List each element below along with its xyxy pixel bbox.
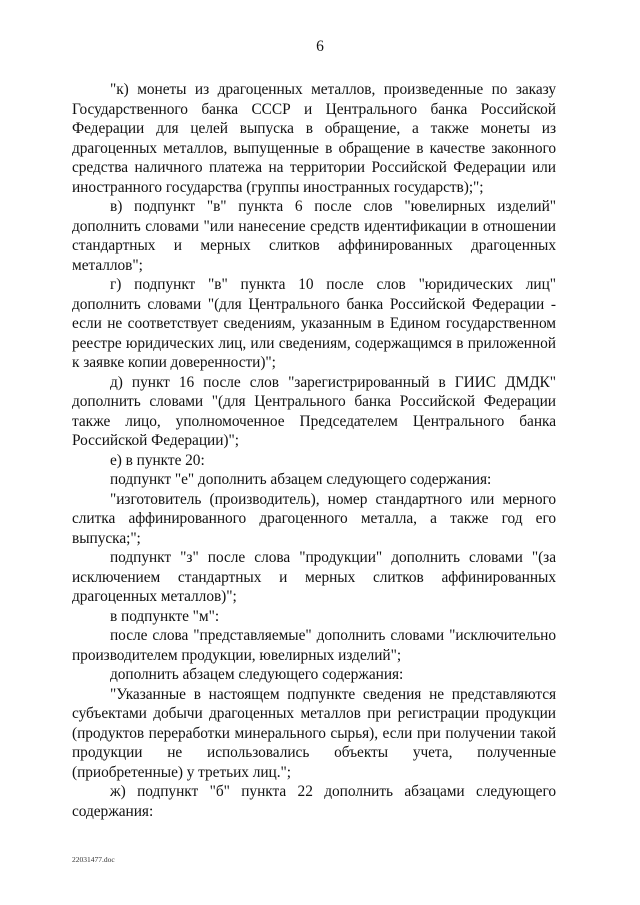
footer-file-code: 22031477.doc <box>72 855 115 864</box>
paragraph-item-zh: ж) подпункт "б" пункта 22 дополнить абзацами следующего содержания: <box>72 783 556 820</box>
paragraph-subitem-z: подпункт "з" после слова "продукции" дополнить словами "(за исключением стандартных и мерных слитков аффинированных драгоценных металлов)"; <box>72 549 556 605</box>
paragraph-after-word: после слова "представляемые" дополнить словами "исключительно производителем продукции, ювелирных изделий"; <box>72 627 556 664</box>
paragraph-specified-info: "Указанные в настоящем подпункте сведения не представляются субъектами добычи драгоценных металлов при регистрации продукции (продуктов переработки минерального сырья), если при получении такой продукции не использовались объекты учета, полученные (приобретенные) у третьих лиц."; <box>72 685 556 781</box>
document-body <box>72 80 556 821</box>
paragraph-item-d: д) пункт 16 после слов "зарегистрированный в ГИИС ДМДК" дополнить словами "(для Центрального банка Российской Федерации также лицо, уполномоченное Председателем Центрального банка Российской Федерации)"; <box>72 373 556 449</box>
paragraph-item-e: е) в пункте 20: <box>110 451 205 469</box>
paragraph-subitem-m: в подпункте "м": <box>110 607 220 625</box>
paragraph-manufacturer: "изготовитель (производитель), номер стандартного или мерного слитка аффинированного драгоценного металла, а также год его выпуска;"; <box>72 490 556 547</box>
page-number: 6 <box>316 38 324 55</box>
paragraph-item-v: в) подпункт "в" пункта 6 после слов "ювелирных изделий" дополнить словами "или нанесение средств идентификации в отношении стандартных и мерных слитков аффинированных драгоценных металлов"; <box>72 198 556 274</box>
paragraph-subitem-e: подпункт "е" дополнить абзацем следующего содержания: <box>110 471 492 488</box>
paragraph-supplement: дополнить абзацем следующего содержания: <box>110 666 404 683</box>
paragraph-item-g: г) подпункт "в" пункта 10 после слов "юридических лиц" дополнить словами "(для Центрального банка Российской Федерации - если не соответствует сведениям, указанным в Едином государственном реестре юридических лиц, или сведениям, содержащимся в приложенной к заявке копии доверенности)"; <box>72 276 556 371</box>
paragraph-coins: "к) монеты из драгоценных металлов, произведенные по заказу Государственного банка СССР и Центрального банка Российской Федерации для целей выпуска в обращение, а также монеты из драгоценных металлов, выпущенные в обращение в качестве законного средства наличного платежа на территории Российской Федерации или иностранного государства (группы иностранных государств);"; <box>72 81 556 196</box>
